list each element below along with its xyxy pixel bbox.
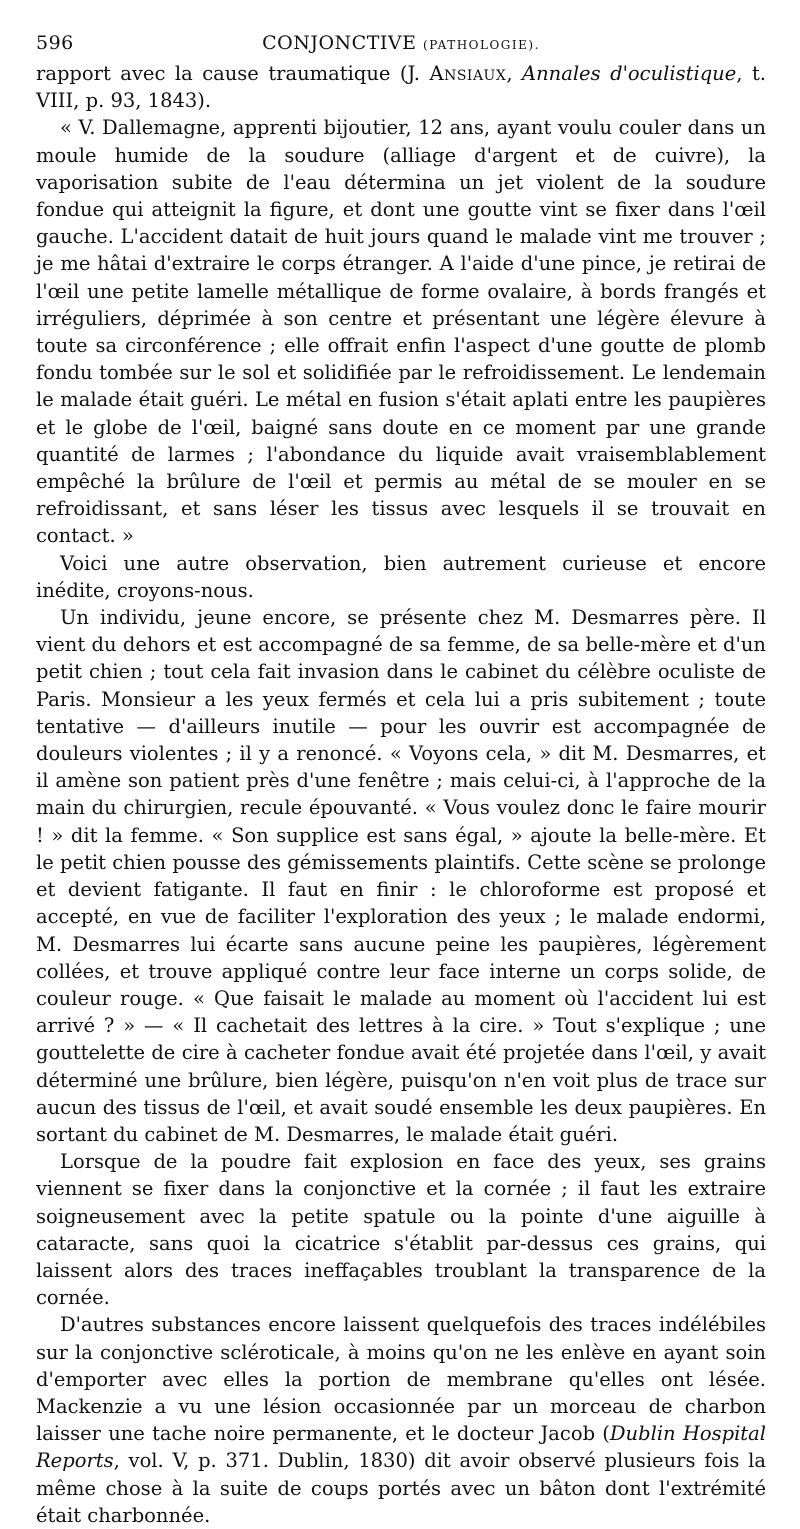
paragraph-powder: Lorsque de la poudre fait explosion en face des yeux, ses grains viennent se fixer dans la conjonctive et la cornée ; il faut les extraire soigneusement avec la petite spatule ou la pointe d'une aiguille à cataracte, sans quoi la cicatrice s'établit par-dessus ces grains, qui laissent alors des traces ineffaçables troublant la transparence de la cornée. — [36, 1150, 766, 1310]
header-title — [36, 32, 766, 54]
page-number: 596 — [36, 32, 74, 54]
paragraph-text: , vol. V, p. 371. Dublin, 1830) dit avoir observé plusieurs fois la même chose à la suite de coups portés avec un bâton dont l'extrémité était charbonnée. — [36, 1449, 766, 1527]
paragraph-text: , — [506, 62, 522, 85]
paragraph-text: D'autres substances encore laissent quelquefois des traces indélébiles sur la conjonctive scléroticale, à moins qu'on ne les enlève en ayant soin d'emporter avec elles la portion de membrane qu'elles ont lésée. Mackenzie a vu une lésion occasionnée par un morceau de charbon laisser une tache noire permanente, et le docteur Jacob ( — [36, 1313, 766, 1446]
cited-journal: Annales d'oculistique — [522, 62, 737, 85]
header-title-section: (PATHOLOGIE). — [423, 38, 540, 52]
paragraph-quote-dallemagne: « V. Dallemagne, apprenti bijoutier, 12 ans, ayant voulu couler dans un moule humide de la soudure (alliage d'argent et de cuivre), la vaporisation subite de l'eau détermina un jet violent de la soudure fondue qui atteignit la figure, et dont une goutte vint se fixer dans l'œil gauche. L'accident datait de huit jours quand le malade vint me trouver ; je me hâtai d'extraire le corps étranger. A l'aide d'une pince, je retirai de l'œil une petite lamelle métallique de forme ovalaire, à bords frangés et irréguliers, déprimée à son centre et présentant une légère élevure à toute sa circonférence ; elle offrait enfin l'aspect d'une goutte de plomb fondu tombée sur le sol et solidifiée par le refroidissement. Le lendemain le malade était guéri. Le métal en fusion s'était aplati entre les paupières et le globe de l'œil, baigné sans doute en ce moment par une grande quantité de larmes ; l'abondance du liquide avait vraisemblablement empêché la brûlure de l'œil et permis au métal de se mouler en se refroidissant, et sans léser les tissus avec lesquels il se trouvait en contact. » — [36, 116, 766, 548]
paragraph-text: , t. VIII, p. 93, 1843). — [36, 62, 766, 113]
running-head — [36, 30, 766, 60]
body-text — [36, 60, 766, 1529]
cited-author: Ansiaux — [429, 62, 507, 85]
paragraph-text: rapport avec la cause traumatique (J. — [36, 62, 430, 85]
header-title-main: CONJONCTIVE — [262, 32, 417, 54]
paragraph-other-substances — [36, 1311, 766, 1529]
cited-journal: Dublin Hospital Reports — [36, 1422, 766, 1473]
paragraph-intro-observation: Voici une autre observation, bien autrement curieuse et encore inédite, croyons-nous. — [36, 551, 766, 602]
paragraph-desmarres-case: Un individu, jeune encore, se présente chez M. Desmarres père. Il vient du dehors et est accompagné de sa femme, de sa belle-mère et d'un petit chien ; tout cela fait invasion dans le cabinet du célèbre oculiste de Paris. Monsieur a les yeux fermés et cela lui a pris subitement ; toute tentative — d'ailleurs inutile — pour les ouvrir est accompagnée de douleurs violentes ; il y a renoncé. « Voyons cela, » dit M. Desmarres, et il amène son patient près d'une fenêtre ; mais celui-ci, à l'approche de la main du chirurgien, recule épouvanté. « Vous voulez donc le faire mourir ! » dit la femme. « Son supplice est sans égal, » ajoute la belle-mère. Et le petit chien pousse des gémissements plaintifs. Cette scène se prolonge et devient fatigante. Il faut en finir : le chloroforme est proposé et accepté, en vue de faciliter l'exploration des yeux ; le malade endormi, M. Desmarres lui écarte sans aucune peine les paupières, légèrement collées, et trouve appliqué contre leur face interne un corps solide, de couleur rouge. « Que faisait le malade au moment où l'accident lui est arrivé ? » — « Il cachetait des lettres à la cire. » Tout s'explique ; une gouttelette de cire à cacheter fondue avait été projetée dans l'œil, y avait déterminé une brûlure, bien légère, puisqu'on n'en voit plus de trace sur aucun des tissus de l'œil, et avait soudé ensemble les deux paupières. En sortant du cabinet de M. Desmarres, le malade était guéri. — [36, 606, 766, 1146]
paragraph-continuation — [36, 60, 766, 114]
